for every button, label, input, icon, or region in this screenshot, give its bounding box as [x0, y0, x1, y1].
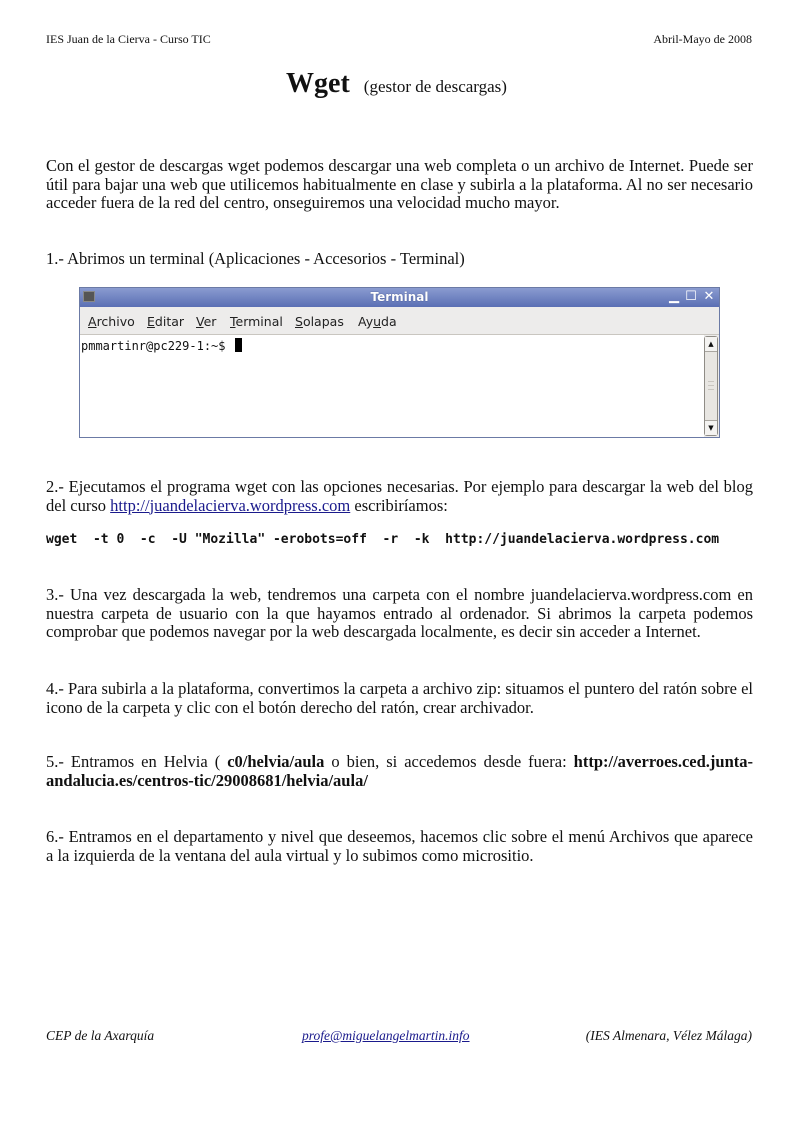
intro-paragraph — [46, 157, 753, 213]
menu-ayuda-prefix: Ay — [358, 314, 374, 329]
step-3 — [46, 586, 753, 642]
close-icon[interactable]: ✕ — [703, 289, 715, 304]
minimize-icon[interactable]: ▁ — [669, 289, 679, 304]
terminal-prompt — [81, 338, 242, 353]
menu-ayuda-mnemonic: u — [373, 314, 382, 329]
intro-text: Con el gestor de descargas wget podemos descargar una web completa o un archivo de Internet. Puede ser útil para bajar una web que utilicemos habitualmente en clase y subirla a la plataforma. Al no ser necesario acceder fuera de la red del centro, onseguiremos una velocidad mucho mayor. — [46, 156, 753, 212]
helvia-external-url: http://averroes.ced.junta-andalucia.es/centros-tic/29008681/helvia/aula/ — [46, 752, 754, 790]
footer-right: (IES Almenara, Vélez Málaga) — [585, 1028, 752, 1043]
cursor-block — [235, 338, 242, 352]
scroll-grip-icon[interactable] — [708, 381, 714, 390]
footer-email-link[interactable]: profe@miguelangelmartin.info — [302, 1028, 470, 1043]
menu-editar-label: ditar — [154, 314, 185, 329]
step-6-text: 6.- Entramos en el departamento y nivel que deseemos, hacemos clic sobre el menú Archivos que aparece a la izquierda de la ventana del aula virtual y lo subimos como micrositio. — [46, 827, 753, 865]
step-1 — [46, 250, 753, 269]
terminal-title: Terminal — [370, 290, 429, 304]
menu-solapas[interactable] — [295, 314, 344, 329]
menu-ver[interactable] — [196, 314, 216, 329]
menu-terminal-mnemonic: T — [230, 314, 236, 329]
step-5-middle: o bien, si accedemos desde fuera: — [324, 752, 574, 771]
blog-link[interactable]: http://juandelacierva.wordpress.com — [110, 495, 351, 515]
step-2-before: 2.- Ejecutamos el programa wget con las opciones necesarias. Por ejemplo para descargar la web del blog del curso — [46, 477, 753, 515]
step-6 — [46, 828, 753, 865]
step-5 — [46, 753, 753, 790]
terminal-menubar — [80, 307, 719, 335]
terminal-output[interactable] — [80, 335, 704, 437]
scroll-up-arrow-icon[interactable]: ▲ — [705, 337, 717, 352]
menu-terminal-label: erminal — [235, 314, 283, 329]
step-2-after: escribiríamos: — [350, 495, 448, 515]
menu-editar[interactable] — [147, 314, 184, 329]
menu-archivo[interactable] — [88, 314, 135, 329]
menu-solapas-mnemonic: S — [295, 314, 303, 329]
menu-solapas-label: olapas — [302, 314, 344, 329]
title-block — [0, 68, 793, 100]
step-5-before: 5.- Entramos en Helvia ( — [46, 752, 228, 771]
terminal-scrollbar[interactable] — [704, 336, 718, 436]
helvia-path: c0/helvia/aula — [227, 752, 325, 771]
wget-command: wget -t 0 -c -U "Mozilla" -erobots=off -r -k http://juandelacierva.wordpress.com — [46, 532, 720, 547]
menu-archivo-label: rchivo — [96, 314, 135, 329]
maximize-icon[interactable]: ☐ — [685, 289, 697, 304]
step-4-text: 4.- Para subirla a la plataforma, convertimos la carpeta a archivo zip: situamos el puntero del ratón sobre el icono de la carpeta y clic con el botón derecho del ratón, crear archivador. — [46, 679, 753, 717]
header-right: Abril-Mayo de 2008 — [653, 32, 752, 46]
step-4 — [46, 680, 753, 717]
page-subtitle: (gestor de descargas) — [363, 77, 507, 96]
page-title: Wget — [286, 68, 350, 99]
header-left: IES Juan de la Cierva - Curso TIC — [46, 32, 211, 46]
terminal-titlebar[interactable] — [80, 288, 719, 307]
footer-left: CEP de la Axarquía — [46, 1028, 155, 1043]
prompt-text: pmmartinr@pc229-1:~$ — [81, 339, 233, 353]
step-3-text: 3.- Una vez descargada la web, tendremos una carpeta con el nombre juandelacierva.wordpress.com en nuestra carpeta de usuario con la que hayamos entrado al ordenador. Si abrimos la carpeta podemos comprobar que podemos navegar por la web descargada localmente, es decir sin acceder a Internet. — [46, 585, 753, 641]
step-2 — [46, 478, 753, 515]
menu-ayuda-label: da — [381, 314, 397, 329]
terminal-window — [79, 287, 720, 438]
menu-ver-mnemonic: V — [196, 314, 204, 329]
step-1-text: 1.- Abrimos un terminal (Aplicaciones - Accesorios - Terminal) — [46, 249, 465, 268]
menu-editar-mnemonic: E — [147, 314, 155, 329]
menu-archivo-mnemonic: A — [88, 314, 97, 329]
step-5-text — [46, 753, 753, 790]
menu-ver-label: er — [203, 314, 217, 329]
scroll-down-arrow-icon[interactable]: ▼ — [705, 420, 717, 435]
step-2-text — [46, 478, 753, 515]
menu-ayuda[interactable] — [358, 314, 397, 329]
menu-terminal[interactable] — [230, 314, 283, 329]
